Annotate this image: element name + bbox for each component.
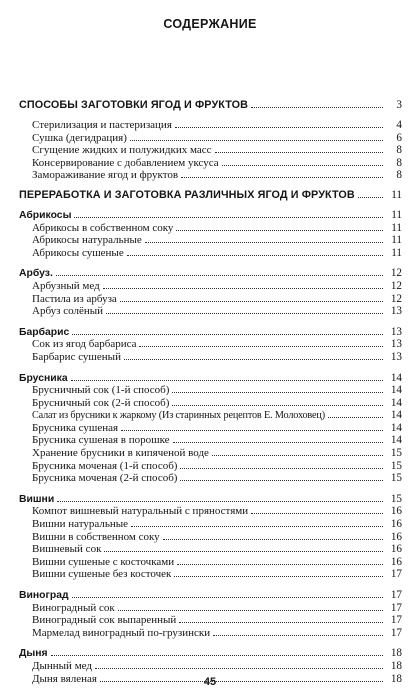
dot-leader	[57, 500, 383, 502]
toc-page-number: 15	[390, 459, 402, 472]
toc-entry-label: Вишни сушеные с косточками	[32, 555, 175, 568]
dot-leader	[174, 575, 383, 577]
toc-entry-label: Мармелад виноградный по-грузински	[32, 626, 211, 639]
toc-entry[interactable]	[19, 384, 402, 397]
toc-page-number: 12	[390, 292, 402, 305]
toc-page-number: 16	[390, 543, 402, 556]
toc-section-label: СПОСОБЫ ЗАГОТОВКИ ЯГОД И ФРУКТОВ	[19, 99, 249, 111]
toc-entry-label: Брусника моченая (2-й способ)	[32, 472, 178, 485]
toc-page-number: 18	[390, 659, 402, 672]
toc-entry[interactable]	[19, 460, 402, 473]
dot-leader	[56, 274, 383, 276]
toc-page-number: 16	[390, 518, 402, 531]
toc-entry-label: Хранение брусники в кипяченой воде	[32, 447, 209, 460]
table-of-contents	[19, 98, 402, 685]
toc-entry[interactable]	[19, 351, 402, 364]
toc-entry[interactable]	[19, 614, 402, 627]
toc-page-number: 14	[390, 384, 402, 397]
dot-leader	[251, 512, 383, 514]
dot-leader	[139, 345, 383, 347]
toc-page-number: 17	[390, 568, 402, 581]
dot-leader	[106, 312, 383, 314]
toc-page-number: 18	[390, 672, 402, 685]
dot-leader	[172, 404, 383, 406]
toc-page-number: 18	[390, 647, 402, 660]
toc-group-label: Дыня	[19, 648, 48, 660]
toc-page-number: 16	[390, 505, 402, 518]
dot-leader	[121, 429, 383, 431]
dot-leader	[74, 216, 383, 218]
toc-group-label: Брусника	[19, 372, 68, 384]
dot-leader	[163, 538, 383, 540]
toc-entry-label: Арбузный мед	[32, 279, 100, 292]
toc-entry-label: Стерилизация и пастеризация	[32, 119, 172, 131]
dot-leader	[72, 596, 383, 598]
dot-leader	[212, 454, 383, 456]
toc-page-number: 13	[390, 325, 402, 338]
toc-page-number: 8	[396, 156, 402, 169]
toc-group-label: Арбуз.	[19, 268, 53, 280]
toc-page-number: 8	[396, 144, 402, 157]
toc-page-number: 11	[391, 208, 402, 221]
toc-group[interactable]	[19, 372, 402, 385]
dot-leader	[173, 441, 383, 443]
toc-group[interactable]	[19, 209, 402, 222]
toc-entry[interactable]	[19, 602, 402, 615]
toc-entry[interactable]	[19, 472, 402, 485]
toc-entry[interactable]	[19, 518, 402, 531]
dot-leader	[222, 164, 383, 166]
dot-leader	[215, 151, 384, 153]
dot-leader	[145, 241, 383, 243]
toc-entry[interactable]	[19, 627, 402, 640]
toc-entry-label: Арбуз солёный	[32, 305, 103, 318]
toc-page-number: 14	[390, 434, 402, 447]
toc-group-label: Вишни	[19, 493, 55, 505]
toc-entry[interactable]	[19, 397, 402, 410]
toc-entry[interactable]	[19, 293, 402, 306]
dot-leader	[251, 106, 383, 108]
toc-entry-label: Компот вишневый натуральный с пряностями	[32, 505, 249, 518]
toc-entry-label: Вишни в собственном соку	[32, 530, 160, 543]
toc-section[interactable]	[19, 188, 402, 202]
toc-entry[interactable]	[19, 447, 402, 460]
toc-entry[interactable]	[19, 280, 402, 293]
toc-entry-label: Брусничный сок (2-й способ)	[32, 396, 170, 409]
dot-leader	[124, 358, 383, 360]
toc-entry[interactable]	[19, 169, 402, 182]
page-title: СОДЕРЖАНИЕ	[163, 17, 257, 31]
dot-leader	[130, 139, 383, 141]
toc-page-number: 16	[390, 530, 402, 543]
toc-page-number: 14	[390, 371, 402, 384]
dot-leader	[180, 467, 383, 469]
toc-entry-label: Абрикосы в собственном соку	[32, 221, 174, 234]
toc-group-label: Барбарис	[19, 326, 70, 338]
dot-leader	[358, 196, 383, 198]
toc-entry-label: Брусника сушеная в порошке	[32, 434, 170, 447]
toc-page-number: 17	[390, 589, 402, 601]
toc-page-number: 11	[391, 221, 402, 234]
toc-entry-label: Сушка (дегидрация)	[32, 131, 127, 144]
toc-entry-label: Вишни сушеные без косточек	[32, 568, 172, 581]
toc-entry-label: Дыня вяленая	[32, 672, 97, 685]
dot-leader	[181, 176, 383, 178]
toc-page-number: 17	[390, 601, 402, 614]
toc-entry[interactable]	[19, 434, 402, 447]
dot-leader	[179, 621, 383, 623]
toc-entry-label: Пастила из арбуза	[32, 292, 117, 305]
toc-entry-label: Брусничный сок (1-й способ)	[32, 384, 170, 397]
toc-page-number: 13	[390, 350, 402, 363]
toc-page-number: 15	[390, 447, 402, 460]
page-number: 45	[203, 676, 217, 688]
dot-leader	[127, 254, 383, 256]
toc-entry[interactable]	[19, 247, 402, 260]
toc-entry[interactable]	[19, 556, 402, 569]
dot-leader	[95, 667, 383, 669]
toc-section[interactable]	[19, 98, 402, 112]
toc-group[interactable]	[19, 267, 402, 280]
toc-page-number: 13	[390, 305, 402, 318]
toc-entry-label: Замораживание ягод и фруктов	[32, 169, 179, 182]
toc-entry[interactable]	[19, 409, 402, 422]
toc-entry-label: Абрикосы натуральные	[32, 234, 142, 247]
toc-page-number: 15	[390, 472, 402, 485]
toc-entry[interactable]	[19, 568, 402, 581]
dot-leader	[51, 654, 383, 656]
toc-entry-label: Брусника сушеная	[32, 421, 119, 434]
toc-page-number: 12	[390, 279, 402, 292]
toc-entry[interactable]	[19, 660, 402, 673]
toc-page-number: 11	[391, 188, 402, 201]
toc-entry[interactable]	[19, 222, 402, 235]
toc-entry-label: Консервирование с добавлением уксуса	[32, 156, 219, 169]
dot-leader	[176, 229, 383, 231]
toc-entry[interactable]	[19, 157, 402, 170]
dot-leader	[177, 563, 383, 565]
toc-entry-label: Барбарис сушеный	[32, 350, 121, 363]
toc-group[interactable]	[19, 647, 402, 660]
toc-entry-label: Вишневый сок	[32, 543, 102, 556]
toc-entry-label: Дынный мед	[32, 659, 92, 672]
toc-entry-label: Абрикосы сушеные	[32, 246, 124, 259]
dot-leader	[72, 333, 383, 335]
toc-page-number: 13	[390, 338, 402, 351]
toc-page-number: 11	[391, 234, 402, 247]
dot-leader	[328, 416, 383, 418]
toc-page-number: 4	[396, 119, 402, 131]
toc-page-number: 17	[390, 626, 402, 639]
toc-page-number: 15	[390, 492, 402, 505]
toc-entry[interactable]	[19, 505, 402, 518]
toc-page-number: 3	[396, 99, 402, 111]
toc-page-number: 8	[396, 169, 402, 182]
toc-entry-label: Виноградный сок выпаренный	[32, 614, 177, 627]
dot-leader	[118, 609, 383, 611]
toc-entry-label: Виноградный сок	[32, 601, 115, 614]
dot-leader	[120, 300, 383, 302]
toc-page-number: 12	[390, 267, 402, 280]
dot-leader	[71, 379, 383, 381]
toc-group[interactable]	[19, 589, 402, 602]
toc-entry-label: Брусника моченая (1-й способ)	[32, 459, 178, 472]
toc-entry[interactable]	[19, 422, 402, 435]
dot-leader	[175, 126, 383, 128]
toc-entry-label: Сгущение жидких и полужидких масс	[32, 144, 212, 157]
dot-leader	[131, 525, 383, 527]
toc-entry[interactable]	[19, 144, 402, 157]
toc-group-label: Абрикосы	[19, 209, 72, 221]
toc-entry[interactable]	[19, 119, 402, 132]
dot-leader	[213, 634, 383, 636]
toc-entry[interactable]	[19, 234, 402, 247]
toc-entry[interactable]	[19, 338, 402, 351]
dot-leader	[180, 479, 383, 481]
toc-page-number: 17	[390, 614, 402, 627]
toc-entry[interactable]	[19, 305, 402, 318]
dot-leader	[172, 391, 383, 393]
dot-leader	[104, 550, 383, 552]
toc-entry[interactable]	[19, 543, 402, 556]
toc-page-number: 6	[396, 131, 402, 144]
toc-group[interactable]	[19, 493, 402, 506]
toc-page-number: 14	[390, 421, 402, 434]
dot-leader	[103, 287, 383, 289]
toc-entry[interactable]	[19, 132, 402, 145]
toc-page-number: 16	[390, 555, 402, 568]
toc-entry-label: Вишни натуральные	[32, 518, 129, 531]
toc-page-number: 14	[390, 396, 402, 409]
toc-group[interactable]	[19, 326, 402, 339]
toc-entry-label: Сок из ягод барбариса	[32, 338, 137, 351]
toc-entry-label: Салат из брусники к жаркому (Из старинных рецептов Е. Молоховец)	[32, 410, 325, 422]
toc-entry[interactable]	[19, 531, 402, 544]
toc-page-number: 14	[390, 409, 402, 422]
toc-page-number: 11	[391, 246, 402, 259]
toc-section-label: ПЕРЕРАБОТКА И ЗАГОТОВКА РАЗЛИЧНЫХ ЯГОД И ФРУКТОВ	[19, 188, 355, 201]
toc-group-label: Виноград	[19, 590, 69, 601]
